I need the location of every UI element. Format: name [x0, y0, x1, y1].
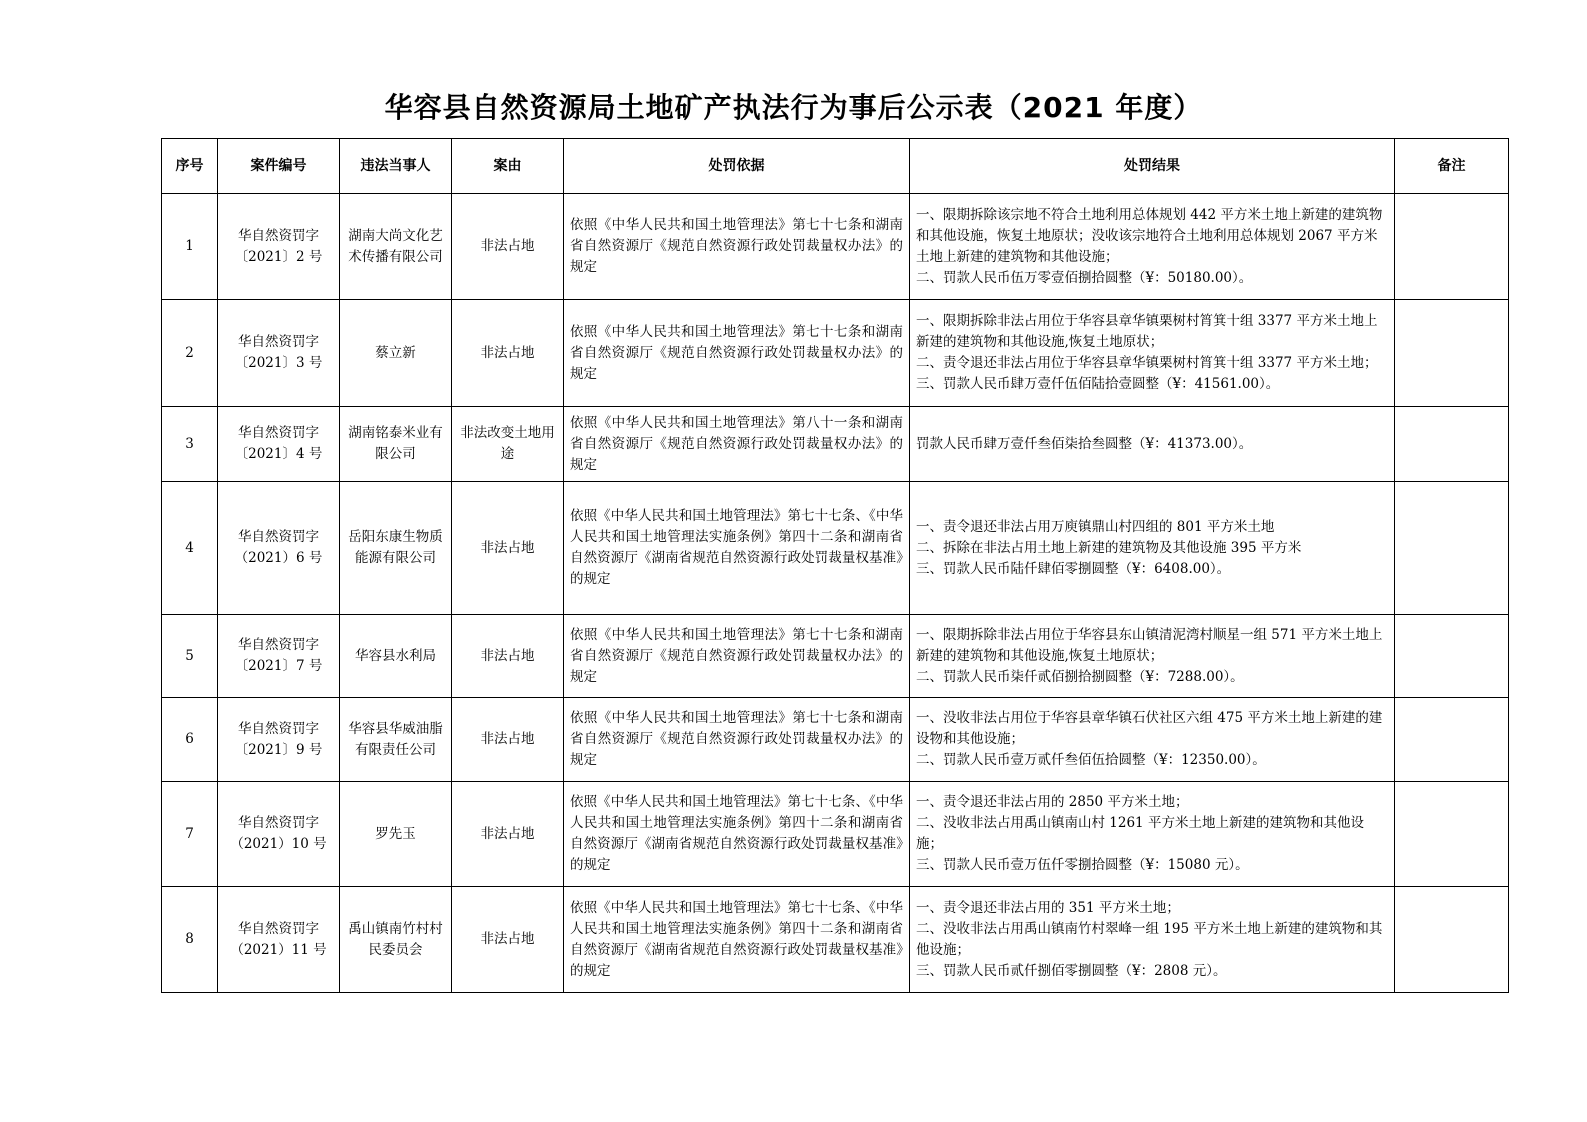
row-result: 罚款人民币肆万壹仟叁佰柒拾叁圆整（¥：41373.00）。: [910, 407, 1395, 482]
header-note: 备注: [1395, 139, 1509, 194]
row-cause: 非法改变土地用途: [452, 407, 564, 482]
row-cause: 非法占地: [452, 300, 564, 407]
row-result: 一、限期拆除该宗地不符合土地利用总体规划 442 平方米土地上新建的建筑物和其他设施，恢复土地原状；没收该宗地符合土地利用总体规划 2067 平方米土地上新建的建筑物和其他设施； 二、罚款人民币伍万零壹佰捌拾圆整（¥：50180.00）。: [910, 194, 1395, 300]
row-no: 6: [162, 698, 218, 782]
row-basis: 依照《中华人民共和国土地管理法》第七十七条和湖南省自然资源厅《规范自然资源行政处罚裁量权办法》的规定: [564, 698, 910, 782]
row-no: 3: [162, 407, 218, 482]
row-case-number: 华自然资罚字〔2021〕7 号: [218, 615, 340, 698]
row-result: 一、责令退还非法占用万庾镇鼎山村四组的 801 平方米土地 二、拆除在非法占用土地上新建的建筑物及其他设施 395 平方米 三、罚款人民币陆仟肆佰零捌圆整（¥：6408.00）。: [910, 482, 1395, 615]
row-case-number: 华自然资罚字〔2021〕4 号: [218, 407, 340, 482]
row-result: 一、没收非法占用位于华容县章华镇石伏社区六组 475 平方米土地上新建的建设物和其他设施； 二、罚款人民币壹万贰仟叁佰伍拾圆整（¥：12350.00）。: [910, 698, 1395, 782]
row-result: 一、限期拆除非法占用位于华容县东山镇清泥湾村顺星一组 571 平方米土地上新建的建筑物和其他设施,恢复土地原状； 二、罚款人民币柒仟贰佰捌拾捌圆整（¥：7288.00）。: [910, 615, 1395, 698]
header-basis: 处罚依据: [564, 139, 910, 194]
row-case-number: 华自然资罚字（2021）6 号: [218, 482, 340, 615]
table-row: [162, 698, 1509, 782]
header-result: 处罚结果: [910, 139, 1395, 194]
row-note: [1395, 194, 1509, 300]
table-row: [162, 194, 1509, 300]
row-note: [1395, 698, 1509, 782]
row-case-number: 华自然资罚字（2021）10 号: [218, 782, 340, 887]
row-party: 蔡立新: [340, 300, 452, 407]
row-cause: 非法占地: [452, 782, 564, 887]
row-no: 2: [162, 300, 218, 407]
document-title: 华容县自然资源局土地矿产执法行为事后公示表（2021 年度）: [384, 91, 1203, 124]
header-party: 违法当事人: [340, 139, 452, 194]
table-row: [162, 407, 1509, 482]
row-party: 华容县水利局: [340, 615, 452, 698]
row-cause: 非法占地: [452, 482, 564, 615]
row-party: 华容县华威油脂有限责任公司: [340, 698, 452, 782]
row-basis: 依照《中华人民共和国土地管理法》第七十七条、《中华人民共和国土地管理法实施条例》第四十二条和湖南省自然资源厅《湖南省规范自然资源行政处罚裁量权基准》的规定: [564, 782, 910, 887]
row-basis: 依照《中华人民共和国土地管理法》第七十七条和湖南省自然资源厅《规范自然资源行政处罚裁量权办法》的规定: [564, 615, 910, 698]
row-basis: 依照《中华人民共和国土地管理法》第七十七条、《中华人民共和国土地管理法实施条例》第四十二条和湖南省自然资源厅《湖南省规范自然资源行政处罚裁量权基准》的规定: [564, 482, 910, 615]
row-no: 5: [162, 615, 218, 698]
row-note: [1395, 782, 1509, 887]
row-party: 禹山镇南竹村村民委员会: [340, 887, 452, 993]
header-case-number: 案件编号: [218, 139, 340, 194]
table-row: [162, 887, 1509, 993]
table-row: [162, 300, 1509, 407]
row-case-number: 华自然资罚字〔2021〕2 号: [218, 194, 340, 300]
row-result: 一、限期拆除非法占用位于华容县章华镇栗树村筲箕十组 3377 平方米土地上新建的建筑物和其他设施,恢复土地原状； 二、责令退还非法占用位于华容县章华镇栗树村筲箕十组 3377 平方米土地； 三、罚款人民币肆万壹仟伍佰陆拾壹圆整（¥：41561.00）。: [910, 300, 1395, 407]
row-party: 罗先玉: [340, 782, 452, 887]
table-header-row: [162, 139, 1509, 194]
row-cause: 非法占地: [452, 194, 564, 300]
row-case-number: 华自然资罚字〔2021〕3 号: [218, 300, 340, 407]
table-row: [162, 782, 1509, 887]
row-result: 一、责令退还非法占用的 351 平方米土地； 二、没收非法占用禹山镇南竹村翠峰一组 195 平方米土地上新建的建筑物和其他设施； 三、罚款人民币贰仟捌佰零捌圆整（¥：2808 元）。: [910, 887, 1395, 993]
header-cause: 案由: [452, 139, 564, 194]
row-cause: 非法占地: [452, 698, 564, 782]
row-case-number: 华自然资罚字〔2021〕9 号: [218, 698, 340, 782]
row-party: 湖南铭泰米业有限公司: [340, 407, 452, 482]
row-cause: 非法占地: [452, 887, 564, 993]
row-basis: 依照《中华人民共和国土地管理法》第七十七条、《中华人民共和国土地管理法实施条例》第四十二条和湖南省自然资源厅《湖南省规范自然资源行政处罚裁量权基准》的规定: [564, 887, 910, 993]
row-no: 8: [162, 887, 218, 993]
enforcement-table: [161, 138, 1509, 993]
row-no: 4: [162, 482, 218, 615]
row-note: [1395, 615, 1509, 698]
header-no: 序号: [162, 139, 218, 194]
row-result: 一、责令退还非法占用的 2850 平方米土地； 二、没收非法占用禹山镇南山村 1261 平方米土地上新建的建筑物和其他设施； 三、罚款人民币壹万伍仟零捌拾圆整（¥：15080 元）。: [910, 782, 1395, 887]
row-note: [1395, 300, 1509, 407]
row-basis: 依照《中华人民共和国土地管理法》第八十一条和湖南省自然资源厅《规范自然资源行政处罚裁量权办法》的规定: [564, 407, 910, 482]
row-note: [1395, 407, 1509, 482]
row-party: 湖南大尚文化艺术传播有限公司: [340, 194, 452, 300]
row-no: 7: [162, 782, 218, 887]
row-no: 1: [162, 194, 218, 300]
row-note: [1395, 482, 1509, 615]
row-cause: 非法占地: [452, 615, 564, 698]
table-row: [162, 615, 1509, 698]
table-row: [162, 482, 1509, 615]
row-case-number: 华自然资罚字（2021）11 号: [218, 887, 340, 993]
row-basis: 依照《中华人民共和国土地管理法》第七十七条和湖南省自然资源厅《规范自然资源行政处罚裁量权办法》的规定: [564, 300, 910, 407]
row-note: [1395, 887, 1509, 993]
row-party: 岳阳东康生物质能源有限公司: [340, 482, 452, 615]
row-basis: 依照《中华人民共和国土地管理法》第七十七条和湖南省自然资源厅《规范自然资源行政处罚裁量权办法》的规定: [564, 194, 910, 300]
